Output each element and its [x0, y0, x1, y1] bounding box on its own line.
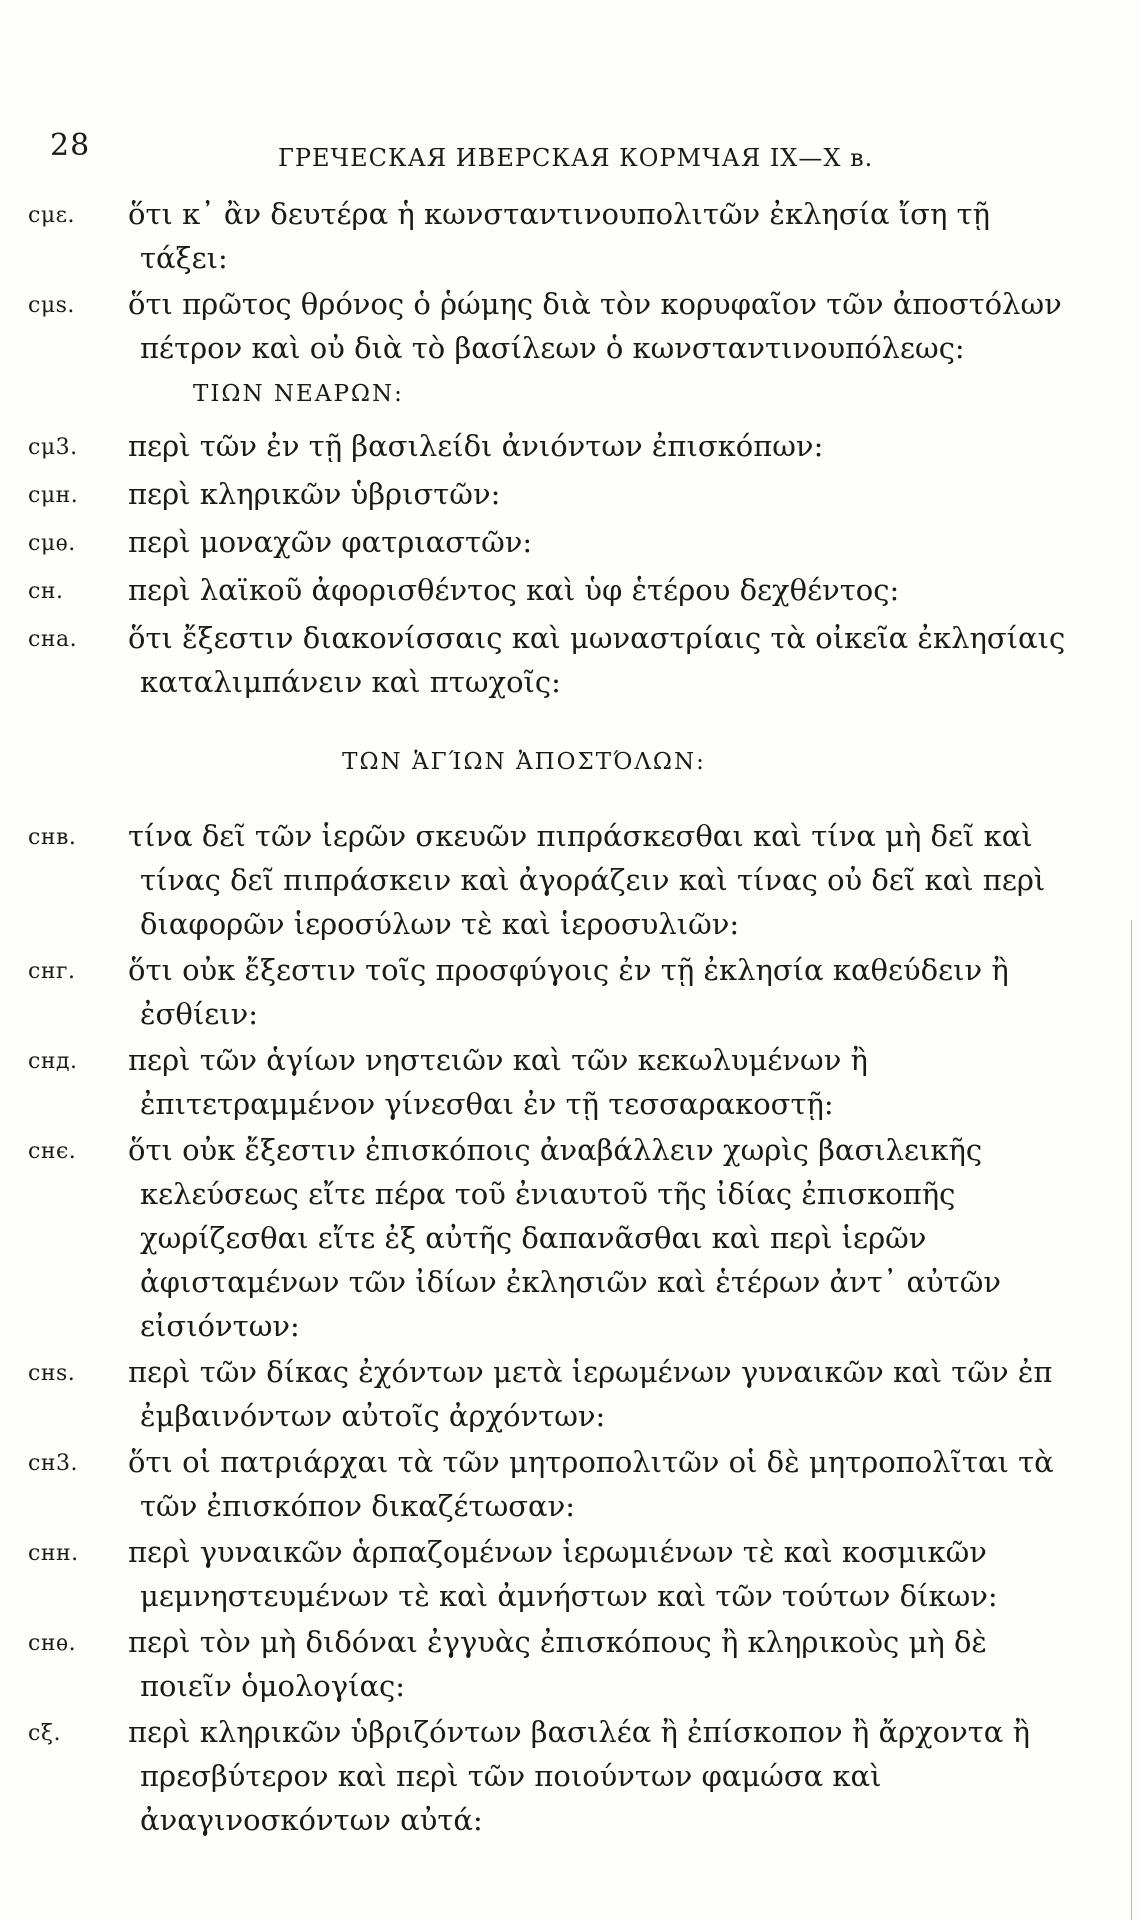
chapter-title: περὶ γυναικῶν ἁρπαζομένων ἱερωμιένων τὲ καὶ κοσμικῶν μεμνηστευμένων τὲ καὶ ἀμνήστων καὶ τῶν τούτων δίκων: — [128, 1535, 998, 1613]
page-number: 28 — [50, 128, 91, 163]
chapter-title: περὶ τὸν μὴ διδόναι ἐγγυὰς ἐπισκόπους ἢ κληρικοὺς μὴ δὲ ποιεῖν ὁμολογίας: — [128, 1625, 987, 1703]
list-item — [28, 1128, 1080, 1348]
chapter-number: cнє. — [28, 1139, 77, 1164]
list-item — [28, 424, 1080, 470]
chapter-number: cнѳ. — [28, 1631, 77, 1656]
chapter-number: cμs. — [28, 293, 75, 318]
list-item — [28, 568, 1080, 614]
list-item — [28, 1350, 1080, 1438]
list-item — [28, 948, 1080, 1036]
chapter-title: ὅτι ἔξεστιν διακονίσσαις καὶ μωναστρίαις τὰ οἰκεῖα ἐκλησίαις καταλιμπάνειν καὶ πτωχοῖς: — [128, 621, 1066, 699]
page-header — [28, 128, 1080, 184]
chapter-number: cн. — [28, 579, 64, 604]
chapter-title: περὶ τῶν δίκας ἐχόντων μετὰ ἱερωμένων γυναικῶν καὶ τῶν ἐπ ἐμβαινόντων αὐτοῖς ἀρχόντων: — [128, 1355, 1053, 1433]
section-heading-novels: ΤΙΩΝ ΝΕΑΡΩΝ: — [193, 381, 404, 407]
chapter-number: cнг. — [28, 959, 76, 984]
chapter-number: cнд. — [28, 1049, 78, 1074]
list-item — [28, 1710, 1080, 1842]
page-edge-divider — [1131, 920, 1132, 1920]
chapter-list — [28, 192, 1080, 1842]
list-item — [28, 520, 1080, 566]
list-item — [28, 1620, 1080, 1708]
chapter-title: περὶ λαϊκοῦ ἀφορισθέντος καὶ ὑφ ἑτέρου δεχθέντος: — [128, 573, 900, 607]
chapter-title: τίνα δεῖ τῶν ἱερῶν σκευῶν πιπράσκεσθαι καὶ τίνα μὴ δεῖ καὶ τίνας δεῖ πιπράσκειν καὶ ἀγοράζειν καὶ τίνας οὐ δεῖ καὶ περὶ διαφορῶν ἱεροσύλων τὲ καὶ ἱεροσυλιῶν: — [128, 819, 1046, 941]
list-item — [28, 616, 1080, 704]
chapter-title: ὅτι κ᾽ ἂν δευτέρα ἡ κωνσταντινουπολιτῶν ἐκλησία ἴση τῇ τάξει: — [128, 197, 990, 275]
list-item — [28, 1440, 1080, 1528]
chapter-title: περὶ κληρικῶν ὑβριζόντων βασιλέα ἢ ἐπίσκοπον ἢ ἄρχοντα ἢ πρεσβύτερον καὶ περὶ τῶν ποιούντων φαμώσα καὶ ἀναγινοσκόντων αὐτά: — [128, 1715, 1030, 1837]
chapter-number: cμ3. — [28, 435, 78, 460]
chapter-title: ὅτι οὐκ ἔξεστιν ἐπισκόποις ἀναβάλλειν χωρὶς βασιλεικῆς κελεύσεως εἴτε πέρα τοῦ ἐνιαυτοῦ τῆς ἰδίας ἐπισκοπῆς χωρίζεσθαι εἴτε ἐξ αὐτῆς δαπανᾶσθαι καὶ περὶ ἱερῶν ἀφισταμένων τῶν ἰδίων ἐκλησιῶν καὶ ἑτέρων ἀντ᾽ αὐτῶν εἰσιόντων: — [128, 1133, 1001, 1343]
chapter-number: cн3. — [28, 1451, 78, 1476]
list-item — [28, 472, 1080, 518]
list-item — [28, 192, 1080, 280]
chapter-title: ὅτι οἱ πατριάρχαι τὰ τῶν μητροπολιτῶν οἱ δὲ μητροπολῖται τὰ τῶν ἐπισκόπον δικαζέτωσαν: — [128, 1445, 1054, 1523]
chapter-number: cнв. — [28, 825, 77, 850]
chapter-title: περὶ τῶν ἐν τῇ βασιλείδι ἀνιόντων ἐπισκόπων: — [128, 429, 824, 463]
list-item — [28, 814, 1080, 946]
chapter-title: ὅτι πρῶτος θρόνος ὁ ῥώμης διὰ τὸν κορυφαῖον τῶν ἀποστόλων πέτρον καὶ οὐ διὰ τὸ βασίλεων ὁ κωνσταντινουπόλεως: — [128, 287, 1062, 365]
chapter-title: περὶ τῶν ἁγίων νηστειῶν καὶ τῶν κεκωλυμένων ἢ ἐπιτετραμμένον γίνεσθαι ἐν τῇ τεσσαρακοστῇ: — [128, 1043, 868, 1121]
chapter-number: cμѳ. — [28, 531, 76, 556]
list-item — [28, 282, 1080, 370]
chapter-number: cнн. — [28, 1541, 79, 1566]
chapter-number: cμε. — [28, 203, 76, 228]
chapter-number: cμн. — [28, 483, 79, 508]
chapter-number: cнs. — [28, 1361, 76, 1386]
chapter-title: ὅτι οὐκ ἔξεστιν τοῖς προσφύγοις ἐν τῇ ἐκλησία καθεύδειν ἢ ἐσθίειν: — [128, 953, 1009, 1031]
chapter-number: cξ. — [28, 1721, 61, 1746]
chapter-title: περὶ μοναχῶν φατριαστῶν: — [128, 525, 533, 559]
chapter-number: cна. — [28, 627, 78, 652]
running-head: ГРЕЧЕСКАЯ ИВЕРСКАЯ КОРМЧАЯ IX—X в. — [278, 144, 874, 172]
list-item — [28, 1530, 1080, 1618]
chapter-title: περὶ κληρικῶν ὑβριστῶν: — [128, 477, 501, 511]
section-heading-apostles: ΤΩΝ ἉΓΊΩΝ ἈΠΟΣΤΌΛΩΝ: — [342, 749, 706, 775]
list-item — [28, 1038, 1080, 1126]
